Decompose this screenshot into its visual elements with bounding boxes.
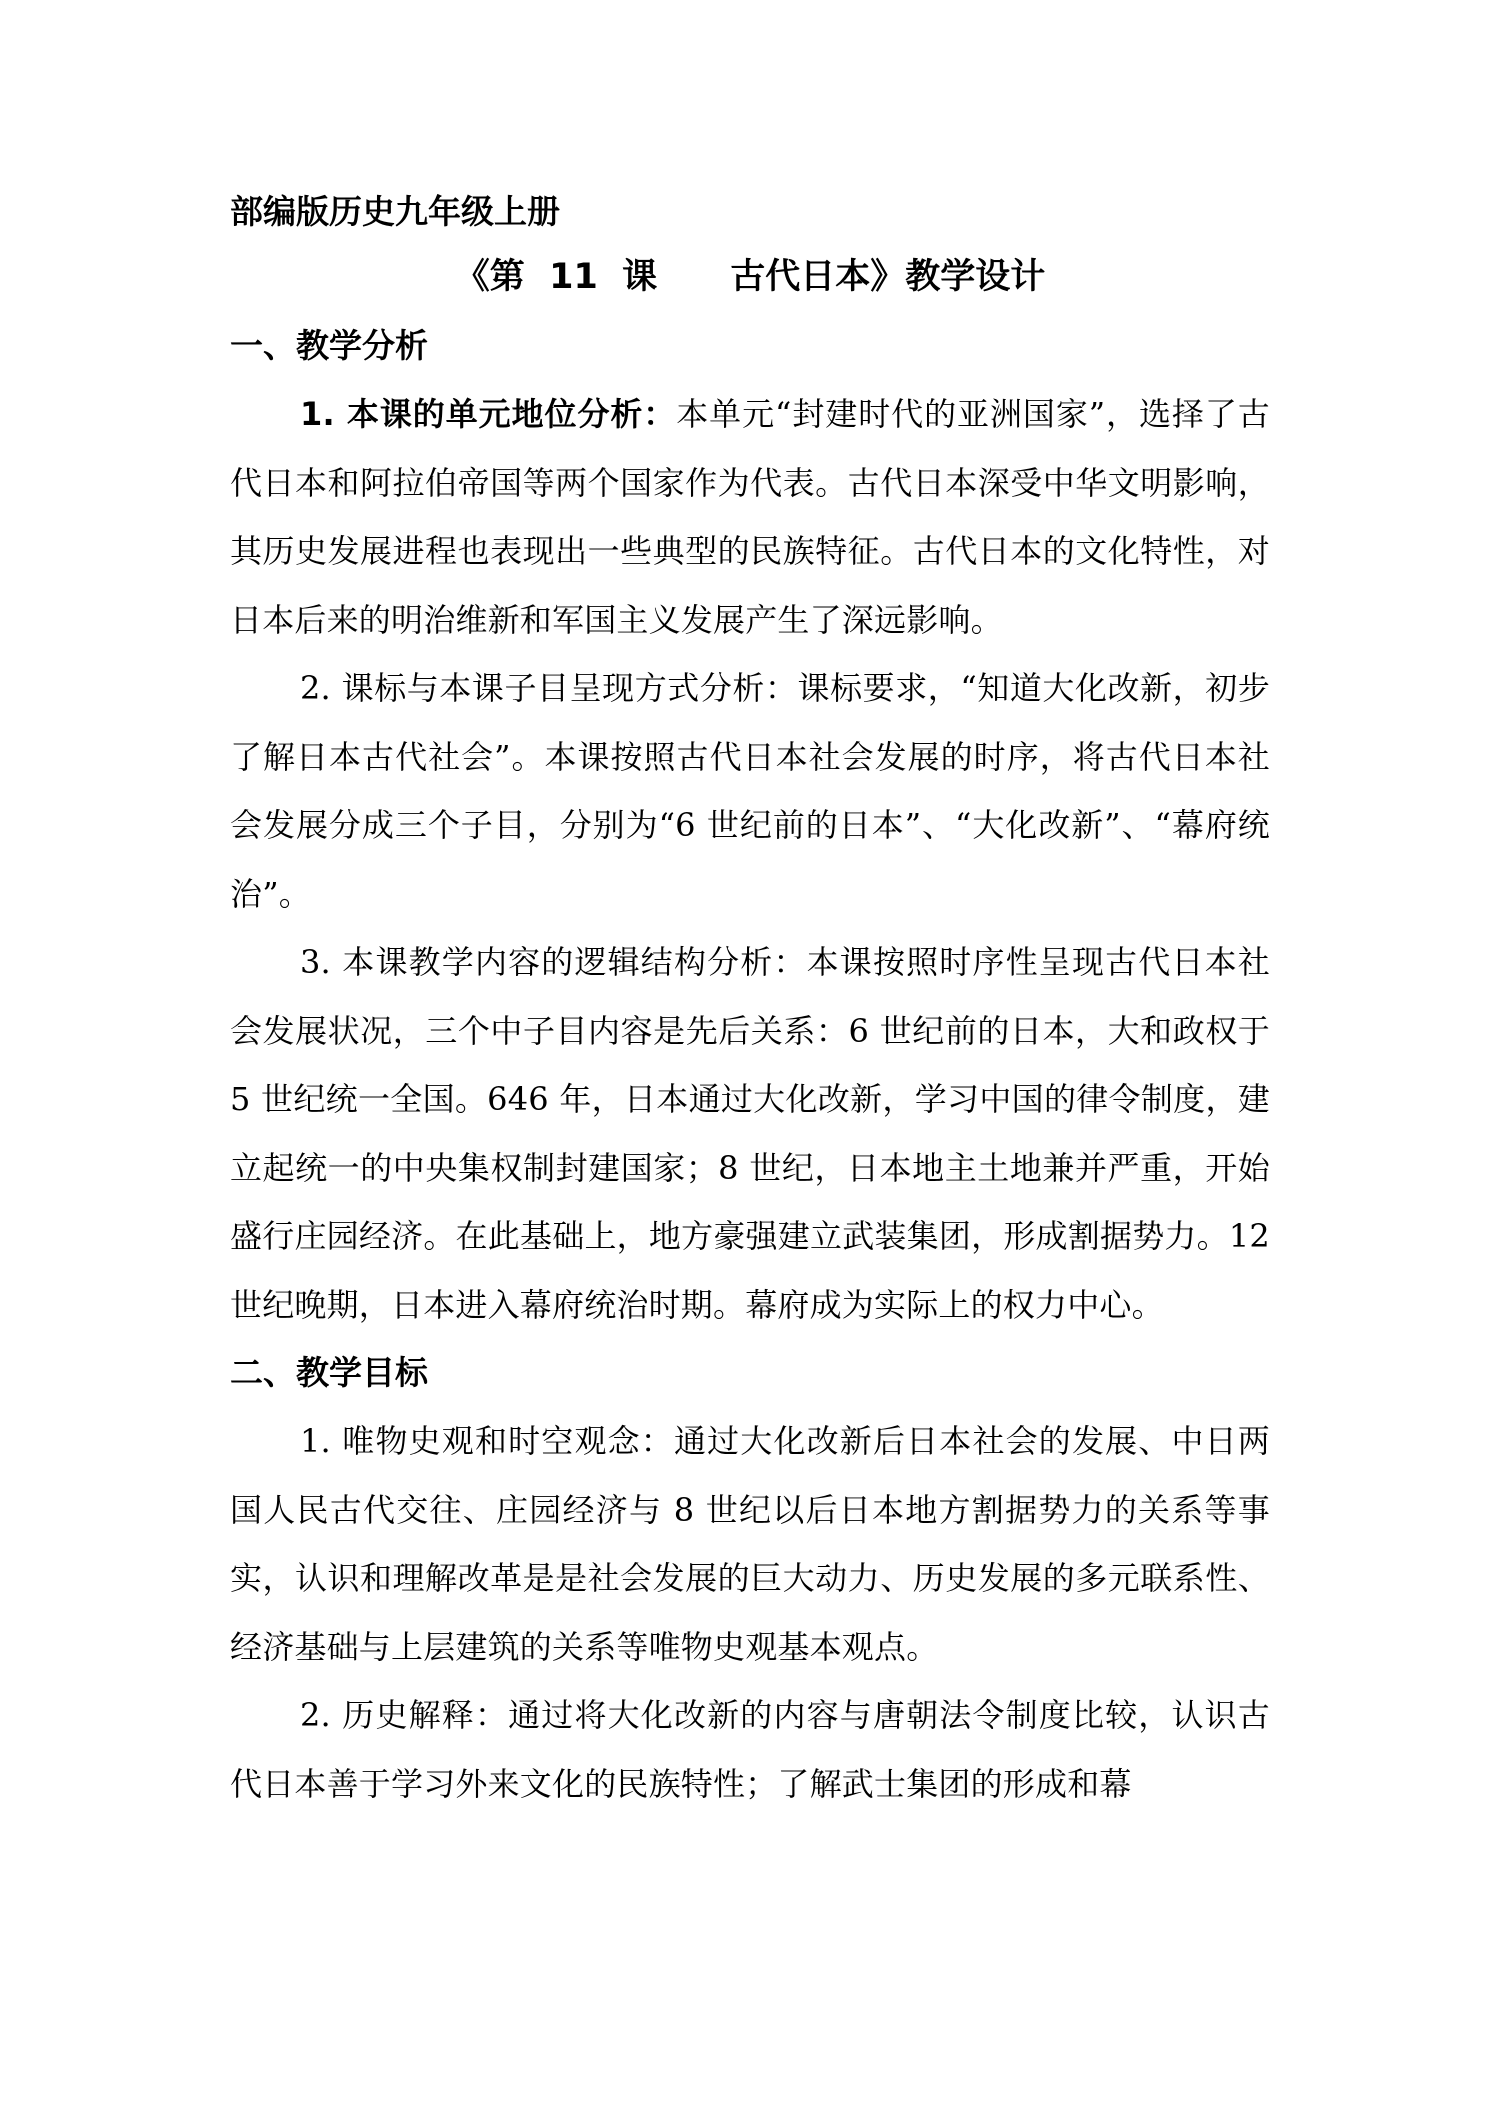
paragraph	[230, 928, 1270, 1339]
document-title: 《第 11 课 古代日本》教学设计	[454, 257, 1046, 297]
paragraph-text: 2. 课标与本课子目呈现方式分析：课标要求，“知道大化改新，初步了解日本古代社会”。本课按照古代日本社会发展的时序，将古代日本社会发展分成三个子目，分别为“6 世纪前的日本”、“大化改新”、“幕府统治”。	[230, 669, 1270, 913]
paragraph	[230, 1407, 1270, 1681]
paragraph-text: 3. 本课教学内容的逻辑结构分析：本课按照时序性呈现古代日本社会发展状况，三个中子目内容是先后关系：6 世纪前的日本，大和政权于 5 世纪统一全国。646 年，日本通过大化改新，学习中国的律令制度，建立起统一的中央集权制封建国家；8 世纪，日本地主土地兼并严重，开始盛行庄园经济。在此基础上，地方豪强建立武装集团，形成割据势力。12 世纪晚期，日本进入幕府统治时期。幕府成为实际上的权力中心。	[230, 943, 1270, 1324]
section-heading-analysis: 一、教学分析	[230, 326, 428, 365]
paragraph	[230, 654, 1270, 928]
paragraph-text: 1. 唯物史观和时空观念：通过大化改新后日本社会的发展、中日两国人民古代交往、庄园经济与 8 世纪以后日本地方割据势力的关系等事实，认识和理解改革是是社会发展的巨大动力、历史发展的多元联系性、经济基础与上层建筑的关系等唯物史观基本观点。	[230, 1422, 1270, 1666]
paragraph-lead: 1. 本课的单元地位分析：	[300, 395, 677, 433]
paragraph-text: 2. 历史解释：通过将大化改新的内容与唐朝法令制度比较，认识古代日本善于学习外来文化的民族特性；了解武士集团的形成和幕	[230, 1696, 1270, 1803]
section-heading-objectives: 二、教学目标	[230, 1353, 428, 1392]
document-subject: 部编版历史九年级上册	[230, 192, 560, 231]
paragraph	[230, 380, 1270, 654]
paragraph-text: 本单元“封建时代的亚洲国家”，选择了古代日本和阿拉伯帝国等两个国家作为代表。古代日本深受中华文明影响，其历史发展进程也表现出一些典型的民族特征。古代日本的文化特性，对日本后来的明治维新和军国主义发展产生了深远影响。	[230, 395, 1270, 639]
document-page	[230, 182, 1270, 1818]
paragraph	[230, 1681, 1270, 1818]
